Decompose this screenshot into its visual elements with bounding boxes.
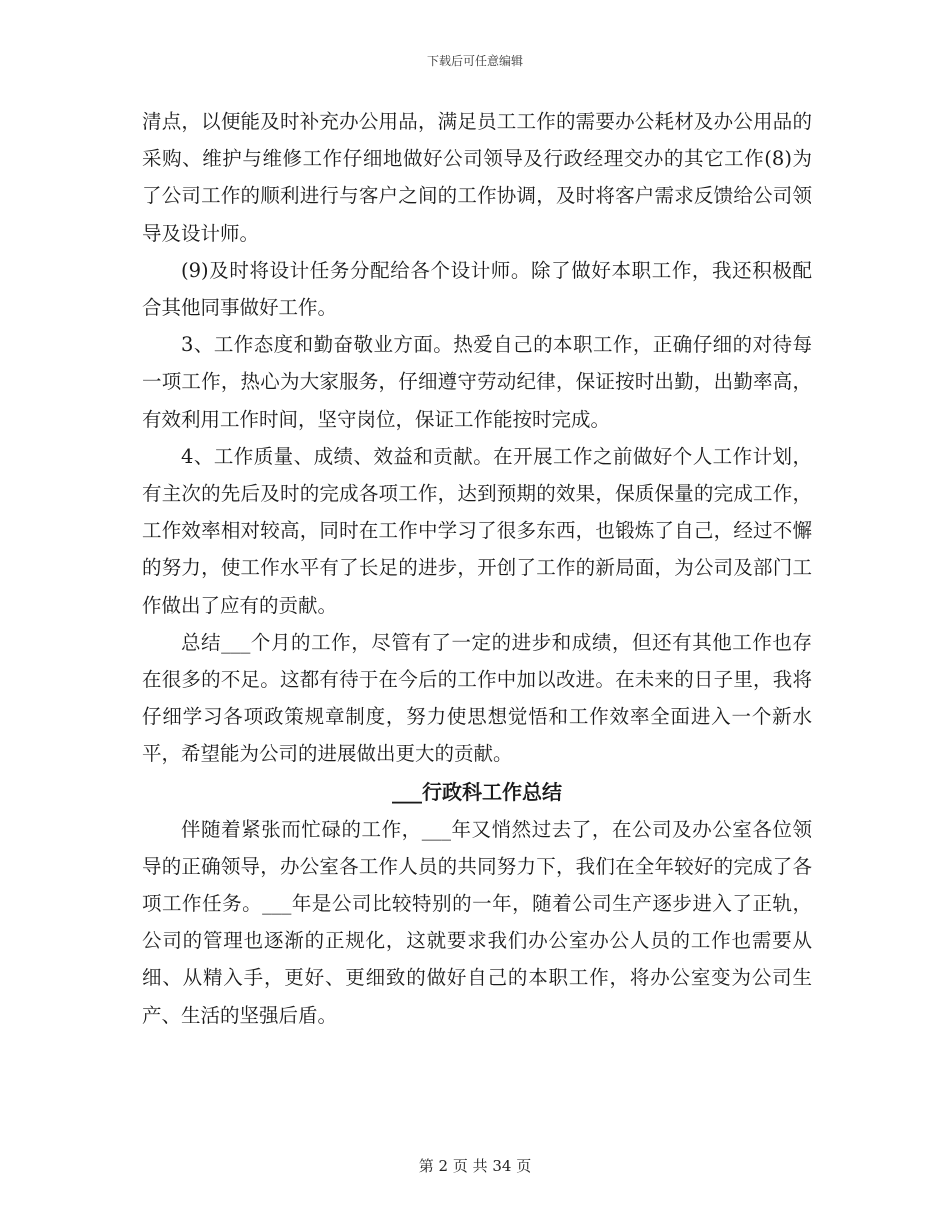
paragraph-item-4: 4、工作质量、成绩、效益和贡献。在开展工作之前做好个人工作计划，有主次的先后及时的完成各项工作，达到预期的效果，保质保量的完成工作，工作效率相对较高，同时在工作中学习了很多东西，也锻炼了自己，经过不懈的努力，使工作水平有了长足的进步，开创了工作的新局面，为公司及部门工作做出了应有的贡献。: [142, 444, 812, 617]
paragraph-continuation: 清点，以便能及时补充办公用品，满足员工工作的需要办公耗材及办公用品的采购、维护与维修工作仔细地做好公司领导及行政经理交办的其它工作(8)为了公司工作的顺利进行与客户之间的工作协调，及时将客户需求反馈给公司领导及设计师。: [142, 110, 812, 245]
paragraph-summary: 总结___个月的工作，尽管有了一定的进步和成绩，但还有其他工作也存在很多的不足。这都有待于在今后的工作中加以改进。在未来的日子里，我将仔细学习各项政策规章制度，努力使思想觉悟和工作效率全面进入一个新水平，希望能为公司的进展做出更大的贡献。: [142, 630, 812, 766]
page-header: 下载后可任意编辑: [426, 54, 523, 68]
document-body: [142, 103, 812, 1034]
section-title: ___行政科工作总结: [392, 779, 562, 804]
paragraph-item-9: (9)及时将设计任务分配给各个设计师。除了做好本职工作，我还积极配合其他同事做好工作。: [142, 258, 812, 320]
paragraph-item-3: 3、工作态度和勤奋敬业方面。热爱自己的本职工作，正确仔细的对待每一项工作，热心为大家服务，仔细遵守劳动纪律，保证按时出勤，出勤率高，有效利用工作时间，坚守岗位，保证工作能按时完成。: [142, 333, 812, 431]
page-footer: 第 2 页 共 34 页: [418, 1157, 532, 1175]
section-paragraph: 伴随着紧张而忙碌的工作，___年又悄然过去了，在公司及办公室各位领导的正确领导，办公室各工作人员的共同努力下，我们在全年较好的完成了各项工作任务。___年是公司比较特别的一年，随着公司生产逐步进入了正轨，公司的管理也逐渐的正规化，这就要求我们办公室办公人员的工作也需要从细、从精入手，更好、更细致的做好自己的本职工作，将办公室变为公司生产、生活的坚强后盾。: [142, 817, 812, 1027]
